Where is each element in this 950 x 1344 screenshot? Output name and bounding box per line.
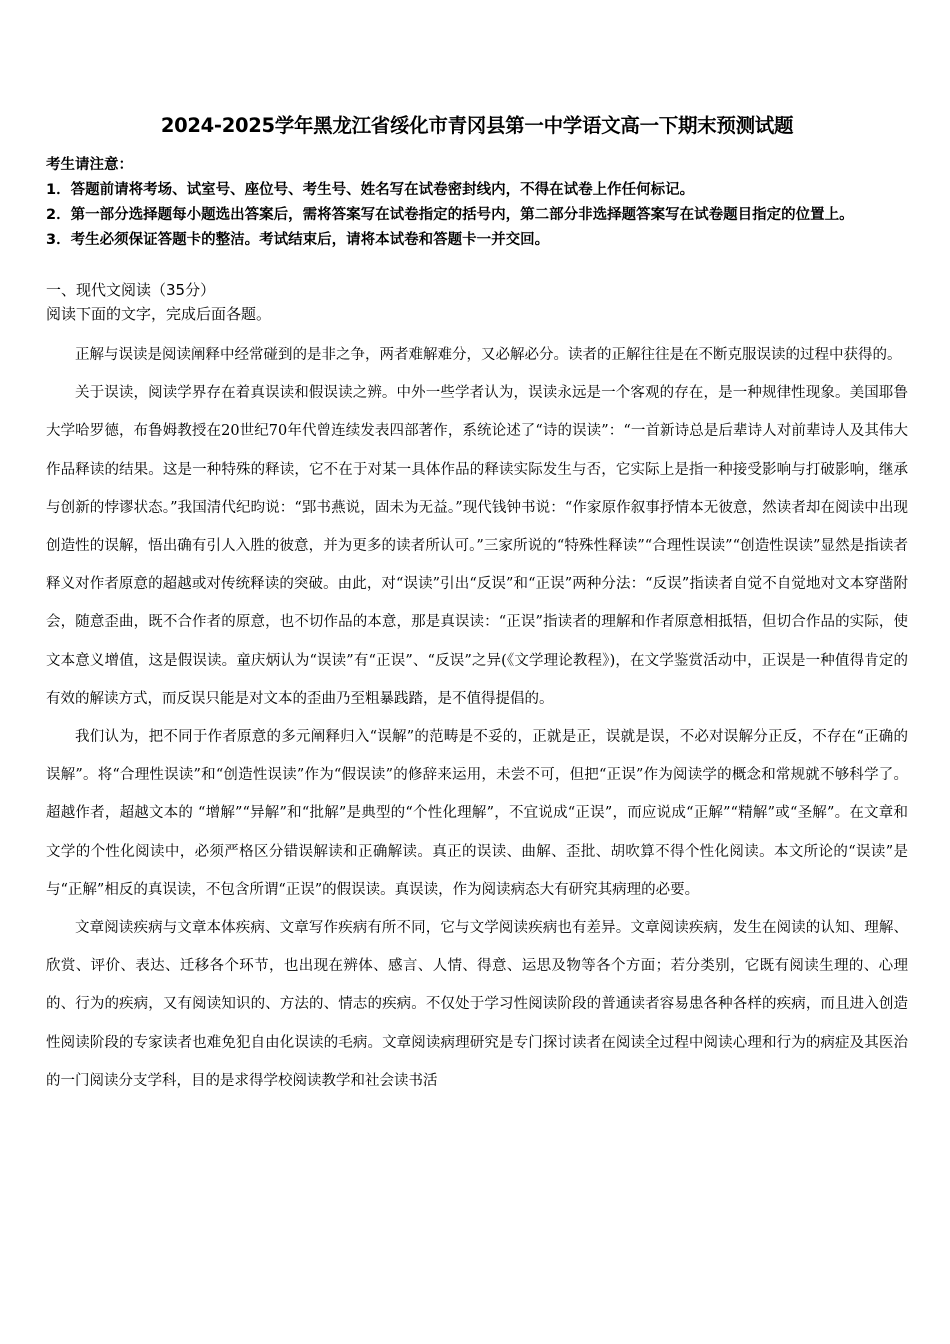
notice-heading: 考生请注意： bbox=[46, 157, 133, 173]
notice-item: 1．答题前请将考场、试室号、座位号、考生号、姓名写在试卷密封线内，不得在试卷上作任何标记。 bbox=[46, 182, 695, 198]
notice-item: 2．第一部分选择题每小题选出答案后，需将答案写在试卷指定的括号内，第二部分非选择题答案写在试卷题目指定的位置上。 bbox=[46, 207, 854, 223]
document-page bbox=[46, 110, 908, 1100]
notice-item: 3．考生必须保证答题卡的整洁。考试结束后，请将本试卷和答题卡一并交回。 bbox=[46, 232, 550, 248]
reading-paragraph: 关于误读，阅读学界存在着真误读和假误读之辨。中外一些学者认为，误读永远是一个客观的存在，是一种规律性现象。美国耶鲁大学哈罗德，布鲁姆教授在20世纪70年代曾连续发表四部著作，系统论述了“诗的误读”：“一首新诗总是后辈诗人对前辈诗人及其伟大作品释读的结果。这是一种特殊的释读，它不在于对某一具体作品的释读实际发生与否，它实际上是指一种接受影响与打破影响，继承与创新的悖谬状态。”我国清代纪昀说：“郢书燕说，固未为无益。”现代钱钟书说：“作家原作叙事抒情本无彼意，然读者却在阅读中出现创造性的误解，悟出确有引人入胜的彼意，并为更多的读者所认可。”三家所说的“特殊性释读”“合理性误读”“创造性误读”显然是指读者释义对作者原意的超越或对传统释读的突破。由此，对“误读”引出“反误”和“正误”两种分法：“反误”指读者自觉不自觉地对文本穿凿附会，随意歪曲，既不合作者的原意，也不切作品的本意，那是真误读：“正误”指读者的理解和作者原意相抵牾，但切合作品的实际，使文本意义增值，这是假误读。童庆炳认为“误读”有“正误”、“反误”之异(《文学理论教程》)，在文学鉴赏活动中，正误是一种值得肯定的有效的解读方式，而反误只能是对文本的歪曲乃至粗暴践踏，是不值得提倡的。 bbox=[46, 385, 908, 707]
section-instruction: 阅读下面的文字，完成后面各题。 bbox=[46, 305, 272, 323]
section-heading: 一、现代文阅读（35分） bbox=[46, 281, 216, 299]
exam-notice bbox=[46, 153, 908, 253]
reading-paragraph: 正解与误读是阅读阐释中经常碰到的是非之争，两者难解难分，又必解必分。读者的正解往往是在不断克服误读的过程中获得的。 bbox=[75, 347, 902, 363]
page-title: 2024-2025学年黑龙江省绥化市青冈县第一中学语文高一下期末预测试题 bbox=[160, 114, 794, 137]
reading-paragraph: 我们认为，把不同于作者原意的多元阐释归入“误解”的范畴是不妥的，正就是正，误就是误，不必对误解分正反，不存在“正确的误解”。将“合理性误读”和“创造性误读”作为“假误读”的修辞来运用，未尝不可，但把“正误”作为阅读学的概念和常规就不够科学了。超越作者，超越文本的 “增解”“异解”和“批解”是典型的“个性化理解”，不宜说成“正误”，而应说成“正解”“精解”或“圣解”。在文章和文学的个性化阅读中，必须严格区分错误解读和正确解读。真正的误读、曲解、歪批、胡吹算不得个性化阅读。本文所论的“误读”是与“正解”相反的真误读，不包含所谓“正误”的假误读。真误读，作为阅读病态大有研究其病理的必要。 bbox=[46, 729, 908, 898]
reading-paragraph: 文章阅读疾病与文章本体疾病、文章写作疾病有所不同，它与文学阅读疾病也有差异。文章阅读疾病，发生在阅读的认知、理解、欣赏、评价、表达、迁移各个环节，也出现在辨体、感言、人情、得意、运思及物等各个方面；若分类别，它既有阅读生理的、心理的、行为的疾病，又有阅读知识的、方法的、情志的疾病。不仅处于学习性阅读阶段的普通读者容易患各种各样的疾病，而且进入创造性阅读阶段的专家读者也难免犯自由化误读的毛病。文章阅读病理研究是专门探讨读者在阅读全过程中阅读心理和行为的病症及其医治的一门阅读分支学科，目的是求得学校阅读教学和社会读书活 bbox=[46, 920, 908, 1089]
